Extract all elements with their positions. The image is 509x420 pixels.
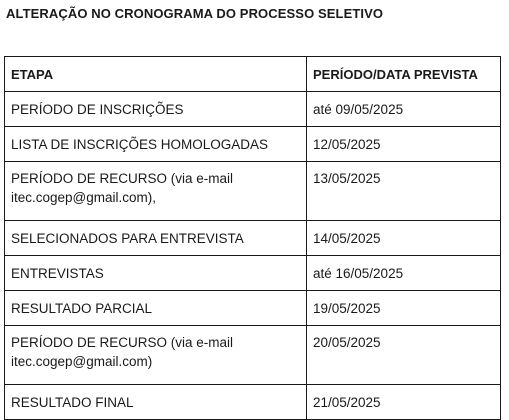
date-text: até 09/05/2025 xyxy=(313,101,404,117)
date-cell xyxy=(307,326,501,385)
stage-text: RESULTADO FINAL xyxy=(11,394,134,410)
stage-text: PERÍODO DE RECURSO (via e-mail itec.cogep@gmail.com), xyxy=(11,171,234,205)
date-cell xyxy=(307,291,501,326)
document-title: ALTERAÇÃO NO CRONOGRAMA DO PROCESSO SELETIVO xyxy=(6,6,384,21)
stage-text: PERÍODO DE RECURSO (via e-mail itec.cogep@gmail.com) xyxy=(11,335,234,369)
header-stage: ETAPA xyxy=(5,57,307,92)
stage-cell xyxy=(5,291,307,326)
stage-text: RESULTADO PARCIAL xyxy=(11,300,153,316)
schedule-table xyxy=(4,56,501,420)
table-row xyxy=(5,291,501,326)
stage-cell xyxy=(5,127,307,162)
stage-text: SELECIONADOS PARA ENTREVISTA xyxy=(11,230,244,246)
stage-text: LISTA DE INSCRIÇÕES HOMOLOGADAS xyxy=(11,136,269,152)
stage-cell xyxy=(5,385,307,420)
date-text: 14/05/2025 xyxy=(313,230,381,246)
table-row xyxy=(5,162,501,221)
table-row xyxy=(5,127,501,162)
stage-cell xyxy=(5,256,307,291)
date-text: 12/05/2025 xyxy=(313,136,381,152)
stage-text: ENTREVISTAS xyxy=(11,265,104,281)
date-cell xyxy=(307,92,501,127)
table-row xyxy=(5,326,501,385)
header-date: PERÍODO/DATA PREVISTA xyxy=(307,57,501,92)
date-cell xyxy=(307,221,501,256)
date-text: até 16/05/2025 xyxy=(313,265,404,281)
stage-cell xyxy=(5,221,307,256)
date-text: 20/05/2025 xyxy=(313,335,381,350)
stage-cell xyxy=(5,326,307,385)
table-row xyxy=(5,221,501,256)
date-text: 13/05/2025 xyxy=(313,171,381,186)
stage-text: PERÍODO DE INSCRIÇÕES xyxy=(11,101,184,117)
table-row xyxy=(5,385,501,420)
stage-cell xyxy=(5,162,307,221)
table-row xyxy=(5,92,501,127)
table-row xyxy=(5,256,501,291)
date-cell xyxy=(307,127,501,162)
date-cell xyxy=(307,385,501,420)
table-header-row xyxy=(5,57,501,92)
date-cell xyxy=(307,162,501,221)
date-cell xyxy=(307,256,501,291)
date-text: 19/05/2025 xyxy=(313,300,381,316)
date-text: 21/05/2025 xyxy=(313,394,381,410)
stage-cell xyxy=(5,92,307,127)
